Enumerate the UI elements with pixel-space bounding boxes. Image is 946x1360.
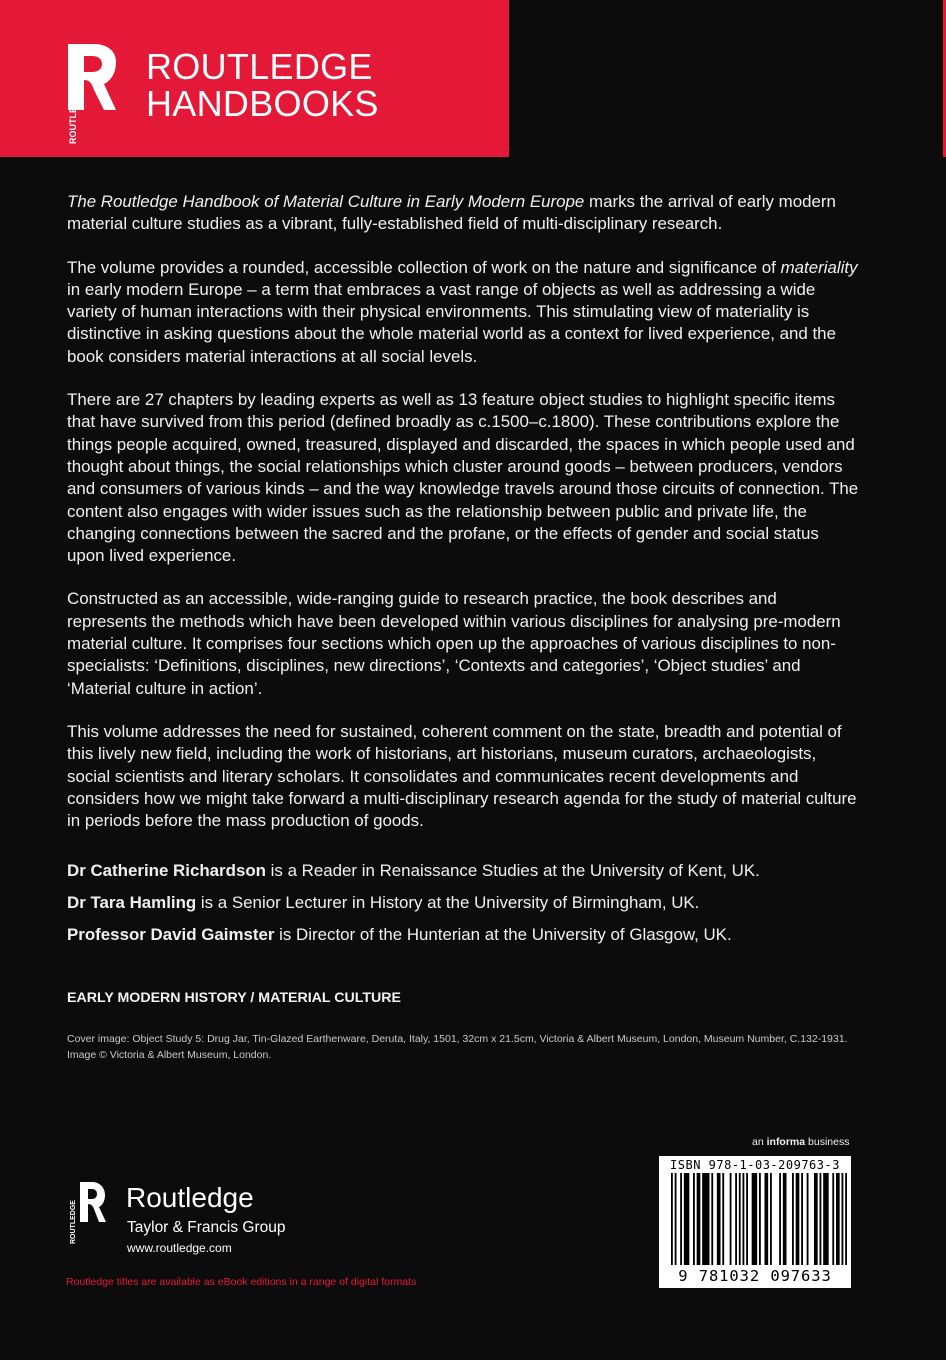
isbn-digits: 9 781032 097633	[678, 1267, 832, 1285]
barcode-bar	[807, 1173, 809, 1265]
barcode-bar	[814, 1173, 818, 1265]
publisher-logo-text: ROUTLEDGE	[70, 1200, 77, 1244]
barcode-bar	[779, 1173, 781, 1265]
routledge-head-logo-icon	[62, 40, 118, 146]
isbn-barcode	[659, 1156, 851, 1288]
isbn-label: ISBN 978-1-03-209763-3	[670, 1158, 840, 1172]
barcode-bar	[735, 1173, 737, 1265]
editor-name: Dr Catherine Richardson	[67, 861, 266, 880]
barcode-bar	[759, 1173, 761, 1265]
barcode-bar	[832, 1173, 834, 1265]
series-title-line1: ROUTLEDGE	[146, 46, 373, 87]
description-paragraph-1: The Routledge Handbook of Material Culture in Early Modern Europe marks the arrival of early modern material culture studies as a vibrant, fully-established field of multi-disciplinary research.	[67, 192, 836, 234]
barcode-bar	[746, 1173, 748, 1265]
barcode-bar	[684, 1173, 690, 1265]
series-title-line2: HANDBOOKS	[146, 83, 379, 124]
editor-bio: Dr Catherine Richardson is a Reader in Renaissance Studies at the University of Kent, UK.	[67, 861, 760, 880]
barcode-bar	[722, 1173, 724, 1265]
book-title: The Routledge Handbook of Material Culture in Early Modern Europe	[67, 192, 585, 211]
publisher-group: Taylor & Francis Group	[127, 1219, 286, 1236]
editor-bios	[67, 860, 867, 956]
barcode-bar	[801, 1173, 803, 1265]
editor-bio: Professor David Gaimster is Director of the Hunterian at the University of Glasgow, UK.	[67, 925, 732, 944]
barcode-bar	[702, 1173, 709, 1265]
barcode-bar	[730, 1173, 732, 1265]
barcode-bar	[711, 1173, 713, 1265]
routledge-logo-icon	[66, 1180, 106, 1246]
barcode-bar	[770, 1173, 772, 1265]
barcode-bar	[743, 1173, 745, 1265]
barcode-bar	[842, 1173, 844, 1265]
barcode-bar	[765, 1173, 769, 1265]
barcode-bar	[823, 1173, 829, 1265]
barcode-bar	[675, 1173, 677, 1265]
barcode-bar	[783, 1173, 787, 1265]
barcode-bar	[680, 1173, 682, 1265]
publisher-name: Routledge	[126, 1182, 254, 1213]
description-paragraph-3: There are 27 chapters by leading experts as well as 13 feature object studies to highlight specific items that have survived from this period (defined broadly as c.1500–c.1800). These contributions explore the things people acquired, owned, treasured, displayed and discarded, the spaces in which people used and thought about things, the social relationships which cluster around goods – between producers, vendors and consumers of various kinds – and the way knowledge travels around those circuits of connection. The content also engages with wider issues such as the relationship between public and private life, the changing connections between the sacred and the profane, or the effects of gender and social status upon lived experience.	[67, 390, 859, 566]
informa-business-line: an informa business	[752, 1136, 850, 1148]
editor-name: Dr Tara Hamling	[67, 893, 197, 912]
barcode-bar	[820, 1173, 822, 1265]
cover-image-credit: Cover image: Object Study 5: Drug Jar, Tin-Glazed Earthenware, Deruta, Italy, 1501, 32cm x 21.5cm, Victoria & Albert Museum, London, Museum Number, C.132-1931. Image © Victoria & Albert Museum, London.	[67, 1033, 848, 1061]
editor-bio: Dr Tara Hamling is a Senior Lecturer in History at the University of Birmingham, UK.	[67, 893, 700, 912]
series-banner	[0, 0, 509, 157]
barcode-bars-icon	[671, 1173, 847, 1277]
barcode-bar	[717, 1173, 721, 1265]
barcode-bar	[792, 1173, 794, 1265]
barcode-bar	[697, 1173, 701, 1265]
description-paragraph-2: The volume provides a rounded, accessible collection of work on the nature and significance of materiality in early modern Europe – a term that embraces a vast range of objects as well as addressing a wide variety of human interactions with their physical environments. This stimulating view of materiality is distinctive in asking questions about the whole material world as a context for lived experience, and the book considers material interactions at all social levels.	[67, 257, 858, 366]
barcode-bar	[739, 1173, 741, 1265]
barcode-bar	[693, 1173, 695, 1265]
subject-category: EARLY MODERN HISTORY / MATERIAL CULTURE	[67, 990, 401, 1006]
description-paragraph-5: This volume addresses the need for sustained, coherent comment on the state, breadth and potential of this lively new field, including the work of historians, art historians, museum curators, archaeologists, social scientists and literary scholars. It consolidates and communicates recent developments and considers how we might take forward a multi-disciplinary research agenda for the study of material culture in periods before the mass production of goods.	[67, 721, 857, 831]
description-paragraph-4: Constructed as an accessible, wide-ranging guide to research practice, the book describes and represents the methods which have been developed within various disciplines for analysing pre-modern material culture. It comprises four sections which open up the approaches of various disciplines to non-specialists: ‘Definitions, disciplines, new directions’, ‘Contexts and categories’, ‘Object studies’ and ‘Material culture in action’.	[67, 589, 841, 698]
barcode-bar	[845, 1173, 847, 1265]
barcode-bar	[671, 1173, 673, 1265]
barcode-bar	[796, 1173, 800, 1265]
banner-logo-text: ROUTLEDGE	[68, 87, 78, 144]
editor-name: Professor David Gaimster	[67, 925, 275, 944]
publisher-url: www.routledge.com	[127, 1241, 232, 1255]
barcode-bar	[752, 1173, 758, 1265]
series-title	[146, 48, 379, 122]
barcode-bar	[836, 1173, 840, 1265]
book-description	[67, 191, 859, 853]
ebook-availability-note: Routledge titles are available as eBook editions in a range of digital formats	[66, 1276, 417, 1288]
